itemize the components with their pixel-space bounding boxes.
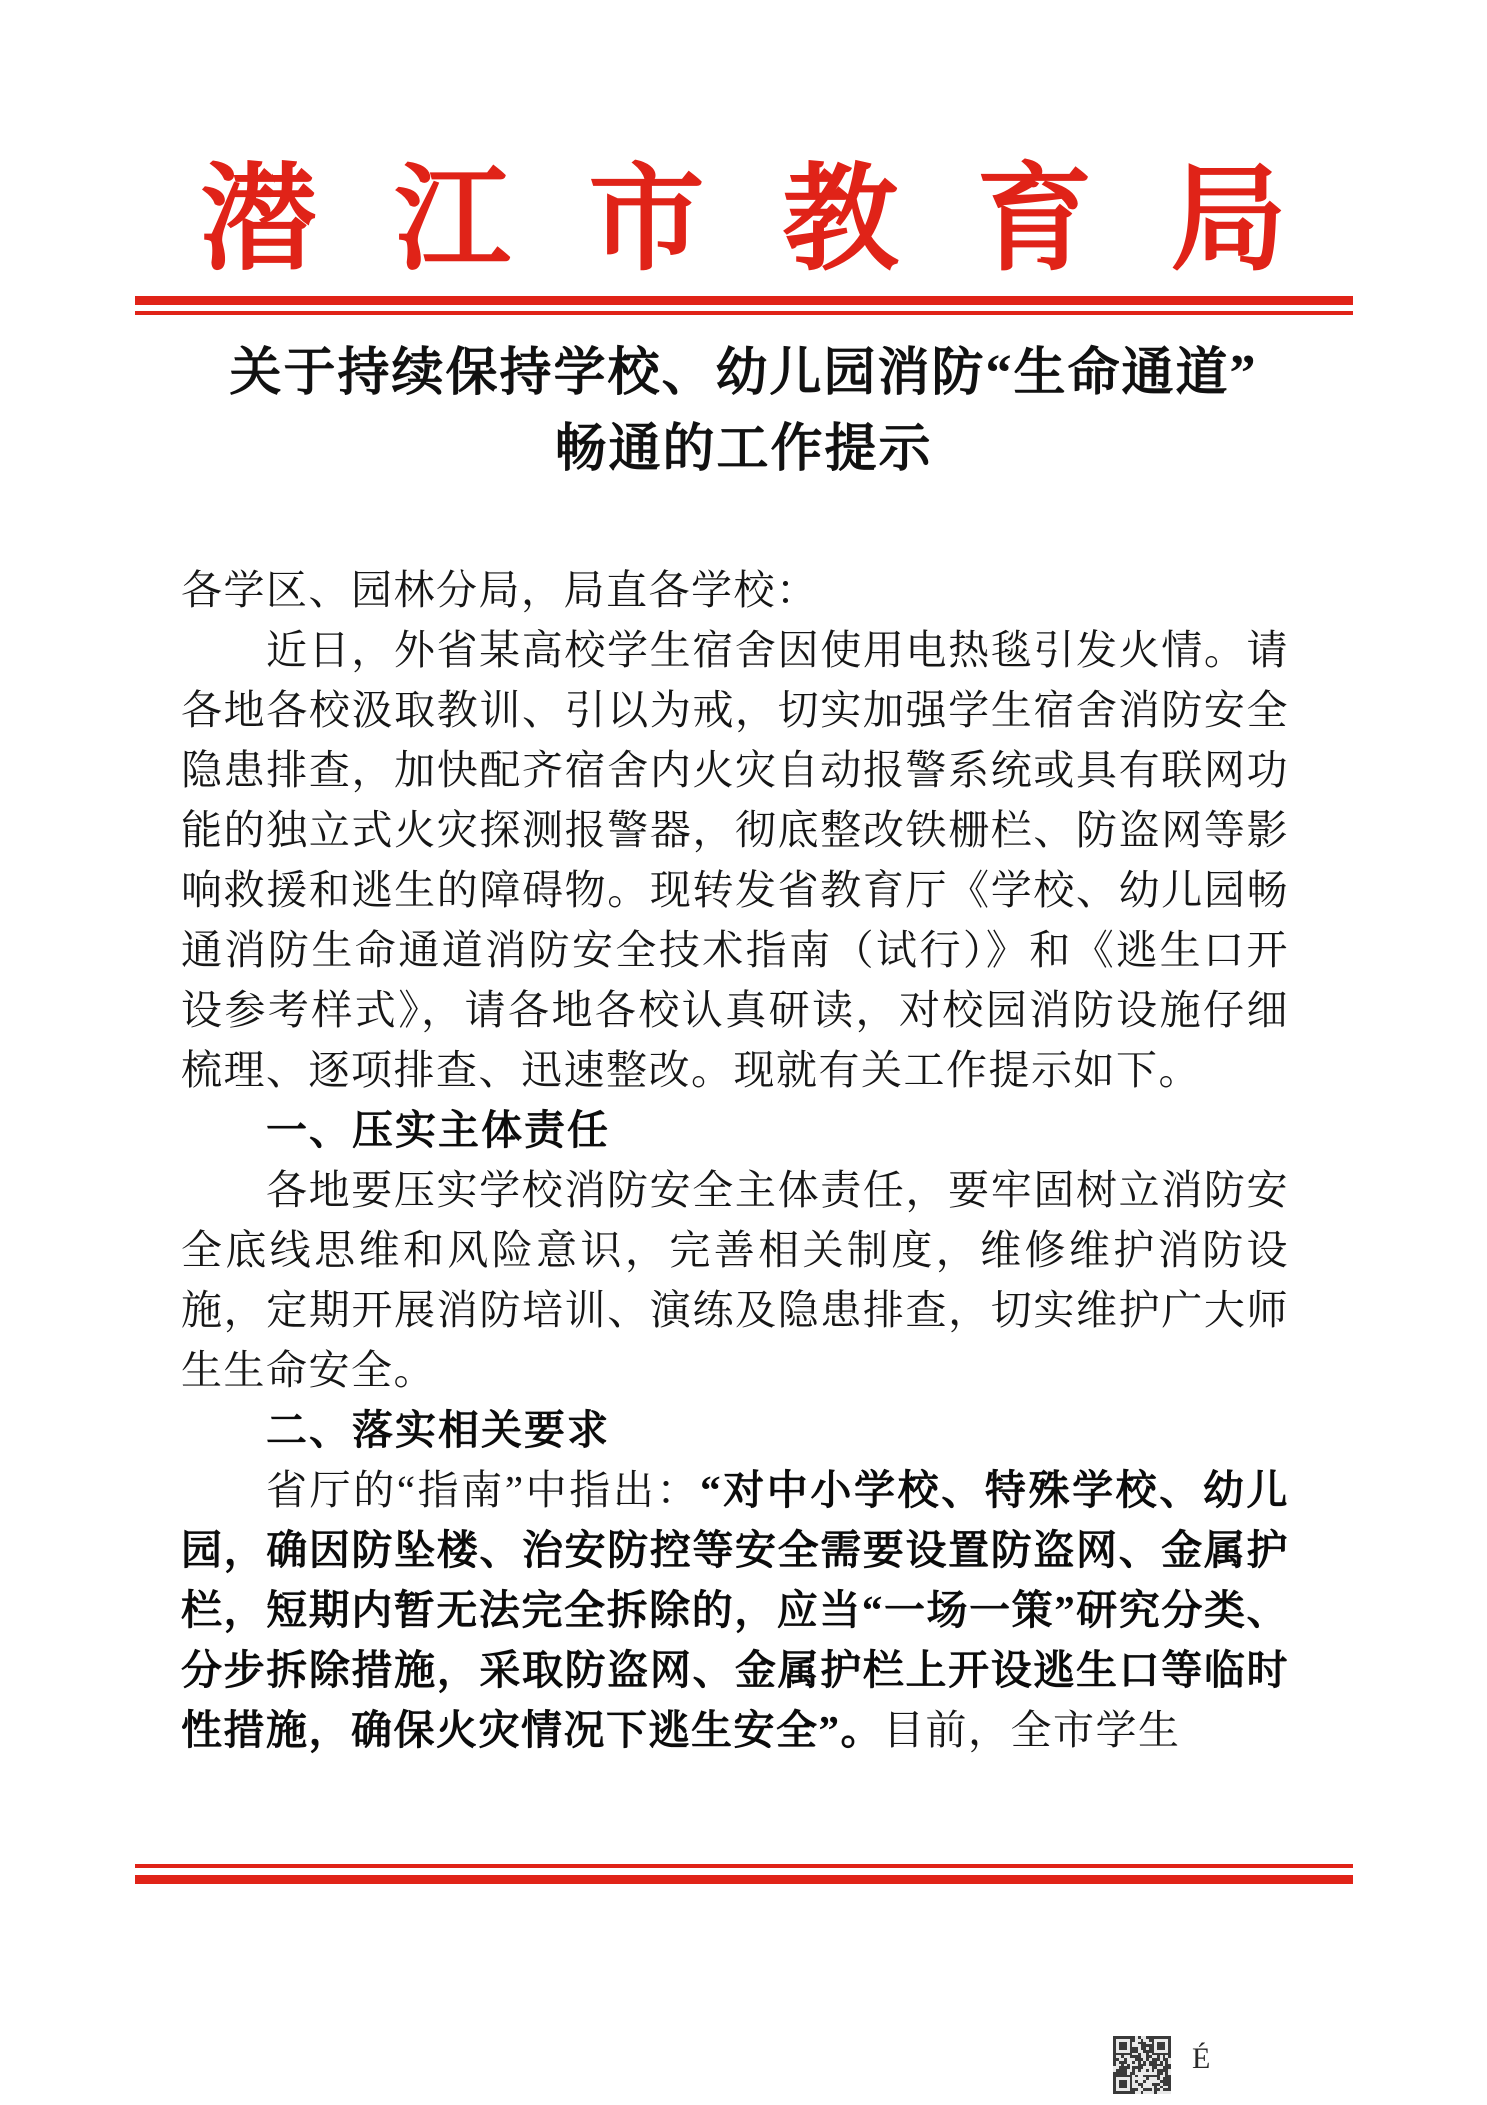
paragraph-3-lead: 省厅的“指南”中指出： <box>266 1467 701 1513</box>
paragraph-1: 近日，外省某高校学生宿舍因使用电热毯引发火情。请各地各校汲取教训、引以为戒，切实加强学生宿舍消防安全隐患排查，加快配齐宿舍内火灾自动报警系统或具有联网功能的独立式火灾探测报警器，彻底整改铁栅栏、防盗网等影响救援和逃生的障碍物。现转发省教育厅《学校、幼儿园畅通消防生命通道消防安全技术指南（试行）》和《逃生口开设参考样式》，请各地各校认真研读，对校园消防设施仔细梳理、逐项排查、迅速整改。现就有关工作提示如下。 <box>181 627 1289 1093</box>
paragraph-3-quote: “对中小学校、特殊学校、幼儿园，确因防坠楼、治安防控等安全需要设置防盗网、金属护栏，短期内暂无法完全拆除的，应当“一场一策”研究分类、分步拆除措施，采取防盗网、金属护栏上开设逃生口等临时性措施，确保火灾情况下逃生安全”。 <box>181 1467 1289 1753</box>
footer-rule-thick <box>135 1875 1353 1884</box>
paragraph-2: 各地要压实学校消防安全主体责任，要牢固树立消防安全底线思维和风险意识，完善相关制度，维修维护消防设施，定期开展消防培训、演练及隐患排查，切实维护广大师生生命安全。 <box>181 1167 1289 1393</box>
section-heading-2: 二、落实相关要求 <box>266 1407 610 1453</box>
agency-letterhead-title: 潜江市教育局 <box>200 157 1365 285</box>
document-title <box>0 336 1487 488</box>
paragraph-3 <box>181 1460 1289 1760</box>
document-body <box>181 560 1289 1760</box>
qr-code <box>1113 2036 1171 2094</box>
document-title-line1: 关于持续保持学校、幼儿园消防“生命通道” <box>229 345 1258 402</box>
salutation: 各学区、园林分局，局直各学校： <box>181 567 819 613</box>
letterhead-rule-thick <box>135 296 1353 305</box>
document-title-line2: 畅通的工作提示 <box>554 421 933 478</box>
scan-artifact-text: É <box>1192 2042 1211 2075</box>
paragraph-3-tail: 目前，全市学生 <box>883 1707 1181 1753</box>
footer-rule-thin <box>135 1864 1353 1868</box>
letterhead-rule-thin <box>135 311 1353 315</box>
section-heading-1: 一、压实主体责任 <box>266 1107 610 1153</box>
